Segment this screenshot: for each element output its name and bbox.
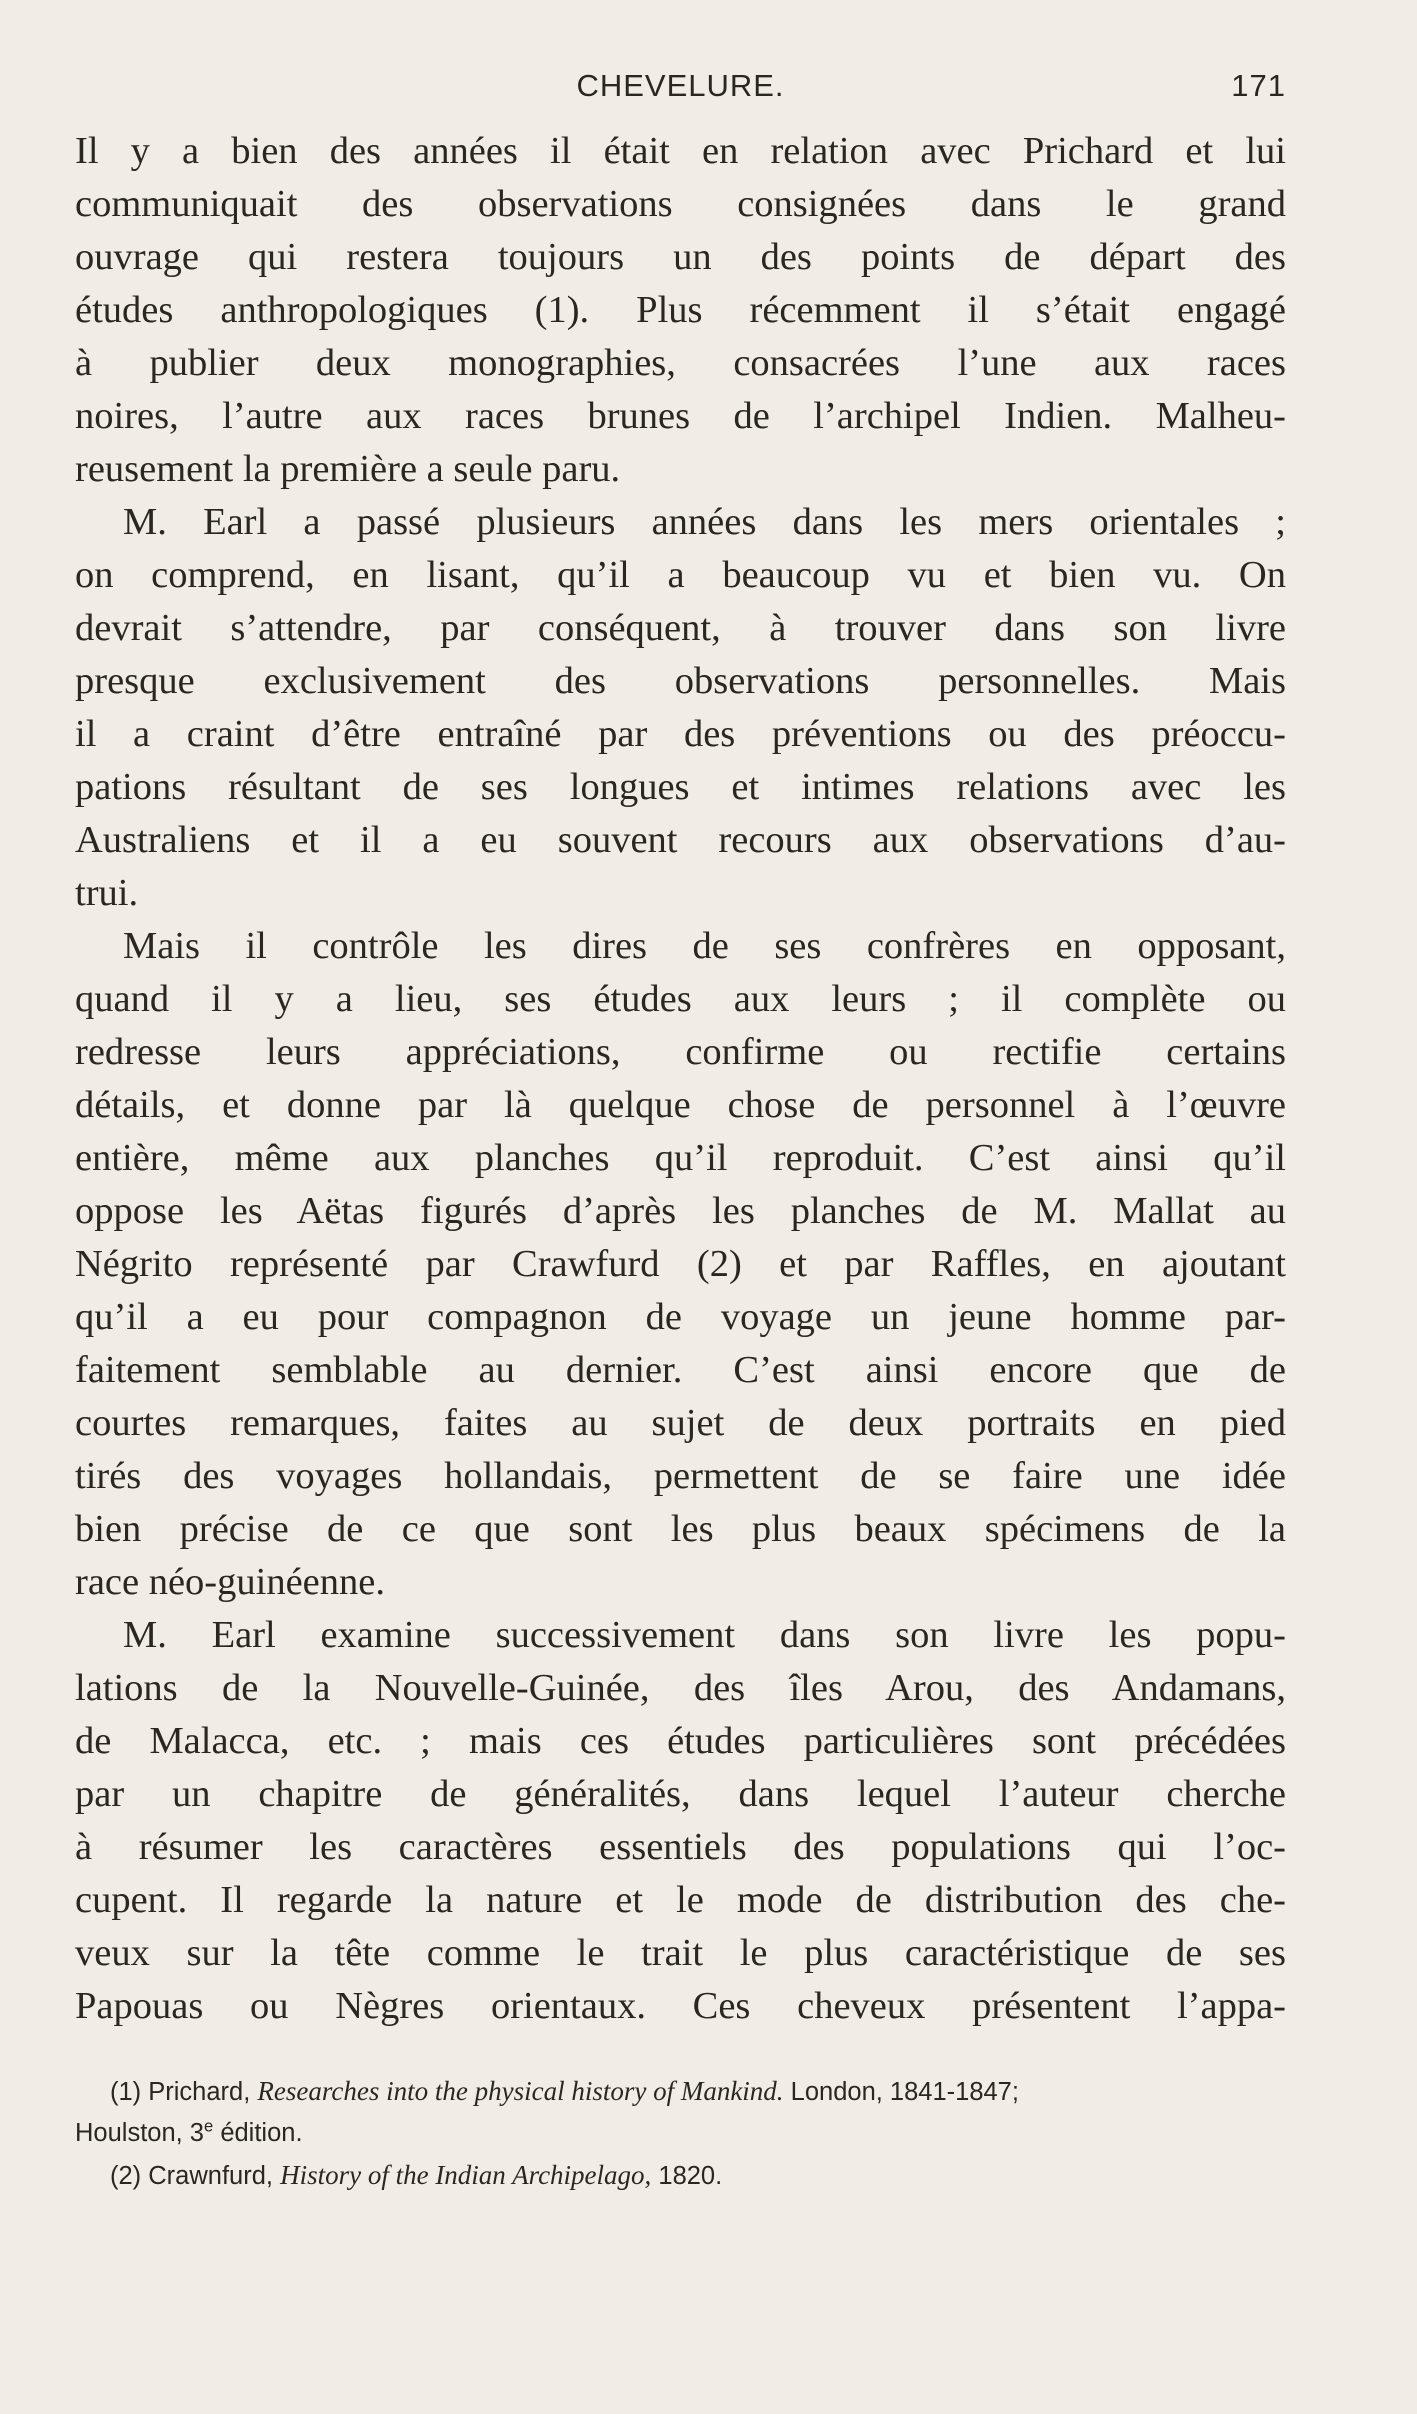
text-line: noires, l’autre aux races brunes de l’archipel Indien. Malheu- [75,395,1286,437]
footnote-1-edition: édition. [220,2119,303,2147]
text-line: Australiens et il a eu souvent recours aux observations d’au- [75,819,1286,861]
text-line: détails, et donne par là quelque chose de personnel à l’œuvre [75,1084,1286,1126]
footnote-1-publisher: Houlston, 3 [75,2119,204,2147]
text-line: M. Earl examine successivement dans son livre les popu- [123,1614,1286,1656]
footnote-1-marker: (1) [110,2078,142,2106]
text-line: Il y a bien des années il était en relation avec Prichard et lui [75,130,1286,172]
footnote-1-superscript: e [204,2116,214,2136]
text-line: veux sur la tête comme le trait le plus caractéristique de ses [75,1932,1286,1974]
body-text [75,125,1286,2033]
text-line: faitement semblable au dernier. C’est ainsi encore que de [75,1349,1286,1391]
footnote-2-details: 1820. [658,2162,723,2190]
text-line: bien précise de ce que sont les plus beaux spécimens de la [75,1508,1286,1550]
text-line: il a craint d’être entraîné par des préventions ou des préoccu- [75,713,1286,755]
running-head [75,68,1286,118]
text-line: presque exclusivement des observations personnelles. Mais [75,660,1286,702]
page-number: 171 [1231,68,1286,103]
text-line: lations de la Nouvelle-Guinée, des îles Arou, des Andamans, [75,1667,1286,1709]
running-title: CHEVELURE. [576,68,785,103]
footnote-1 [75,2070,1286,2112]
footnote-2 [75,2154,1286,2196]
footnote-1-continuation [75,2112,1286,2154]
footnote-1-author: Prichard, [148,2078,251,2106]
text-line: courtes remarques, faites au sujet de deux portraits en pied [75,1402,1286,1444]
text-line: à publier deux monographies, consacrées l’une aux races [75,342,1286,384]
text-line: reusement la première a seule paru. [75,448,621,490]
text-line: oppose les Aëtas figurés d’après les planches de M. Mallat au [75,1190,1286,1232]
text-line: M. Earl a passé plusieurs années dans les mers orientales ; [123,501,1286,543]
footnote-2-marker: (2) [110,2162,142,2190]
text-line: trui. [75,872,139,914]
text-line: on comprend, en lisant, qu’il a beaucoup vu et bien vu. On [75,554,1286,596]
text-line: à résumer les caractères essentiels des populations qui l’oc- [75,1826,1286,1868]
footnote-1-title: Researches into the physical history of Mankind. [257,2076,784,2106]
text-line: communiquait des observations consignées dans le grand [75,183,1286,225]
footnote-2-title: History of the Indian Archipelago, [280,2160,652,2190]
footnotes [75,2070,1286,2196]
text-line: redresse leurs appréciations, confirme ou rectifie certains [75,1031,1286,1073]
text-line: quand il y a lieu, ses études aux leurs ; il complète ou [75,978,1286,1020]
text-line: ouvrage qui restera toujours un des points de départ des [75,236,1286,278]
text-line: pations résultant de ses longues et intimes relations avec les [75,766,1286,808]
text-line: Négrito représenté par Crawfurd (2) et par Raffles, en ajoutant [75,1243,1286,1285]
text-line: de Malacca, etc. ; mais ces études particulières sont précédées [75,1720,1286,1762]
text-line: tirés des voyages hollandais, permettent de se faire une idée [75,1455,1286,1497]
text-line: race néo-guinéenne. [75,1561,385,1603]
footnote-1-details: London, 1841-1847; [790,2078,1019,2106]
text-line: études anthropologiques (1). Plus récemment il s’était engagé [75,289,1286,331]
text-line: entière, même aux planches qu’il reproduit. C’est ainsi qu’il [75,1137,1286,1179]
text-line: par un chapitre de généralités, dans lequel l’auteur cherche [75,1773,1286,1815]
footnote-2-author: Crawnfurd, [148,2162,273,2190]
text-line: Papouas ou Nègres orientaux. Ces cheveux présentent l’appa- [75,1985,1286,2027]
text-line: devrait s’attendre, par conséquent, à trouver dans son livre [75,607,1286,649]
text-line: cupent. Il regarde la nature et le mode de distribution des che- [75,1879,1286,1921]
text-line: qu’il a eu pour compagnon de voyage un jeune homme par- [75,1296,1286,1338]
text-line: Mais il contrôle les dires de ses confrères en opposant, [123,925,1286,967]
